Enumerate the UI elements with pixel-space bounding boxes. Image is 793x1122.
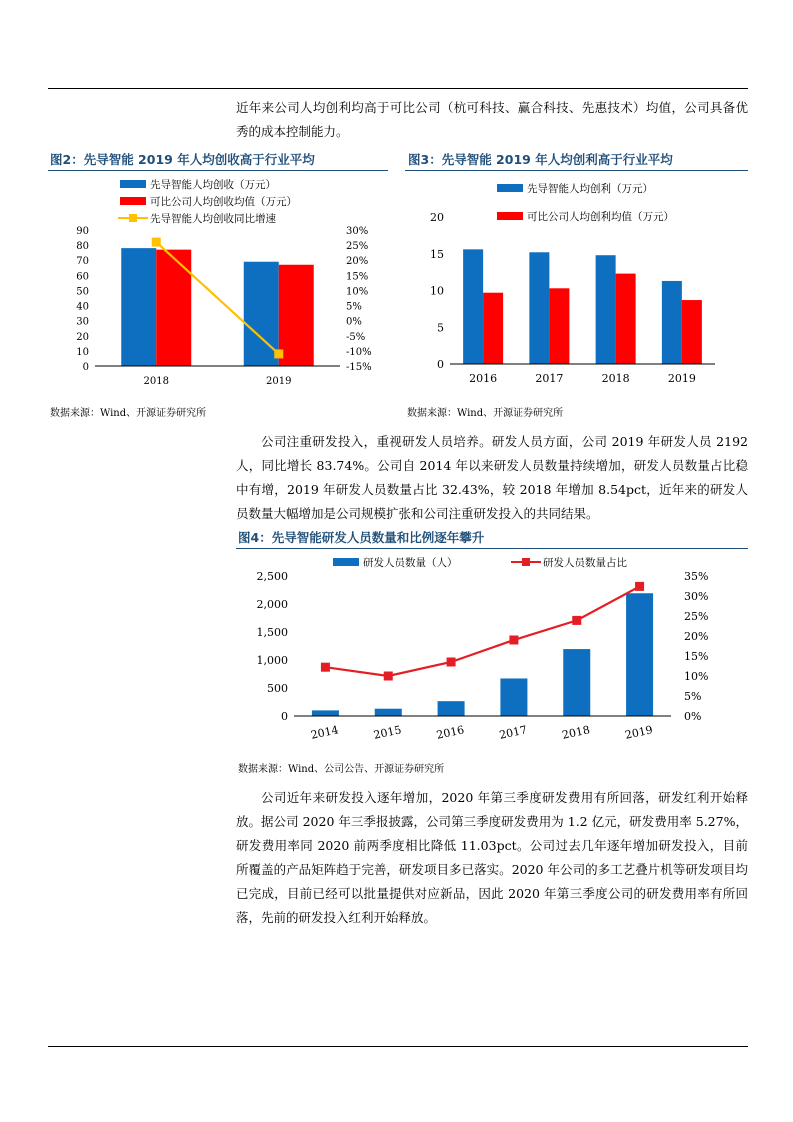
y-tick-label: 2,500 bbox=[256, 570, 288, 583]
legend-label-2: 先导智能人均创收同比增速 bbox=[150, 213, 276, 225]
legend-label-0: 研发人员数量（人） bbox=[363, 557, 458, 569]
x-tick-label: 2018 bbox=[601, 372, 630, 385]
y2-tick-label: 5% bbox=[684, 690, 702, 703]
bar-2019-0 bbox=[626, 593, 653, 716]
y2-tick-label: -10% bbox=[346, 346, 372, 358]
y2-tick-label: 20% bbox=[346, 256, 369, 268]
y-tick-label: 0 bbox=[281, 710, 288, 723]
x-tick-label: 2019 bbox=[266, 376, 292, 387]
y2-tick-label: 0% bbox=[346, 316, 362, 328]
y2-tick-label: 0% bbox=[684, 710, 702, 723]
y-tick-label: 15 bbox=[430, 247, 444, 261]
x-tick-label: 2018 bbox=[143, 376, 169, 387]
line-marker-2017 bbox=[509, 636, 518, 645]
y2-tick-label: 15% bbox=[346, 271, 369, 283]
y-tick-label: 70 bbox=[76, 256, 89, 268]
y2-tick-label: 10% bbox=[346, 286, 369, 298]
series-line-0 bbox=[325, 586, 639, 676]
legend-swatch-1 bbox=[120, 197, 146, 205]
y2-tick-label: 35% bbox=[684, 570, 709, 583]
paragraph-rd-expense: 公司近年来研发投入逐年增加，2020 年第三季度研发费用有所回落，研发红利开始释放。据公司 2020 年三季报披露，公司第三季度研发费用为 1.2 亿元，研发费用率 5.27%，研发费用率同 2020 前两季度相比降低 11.03pct。公司过去几年逐年增加研发投入，目前所覆盖的产品矩阵趋于完善，研发项目多已落实。2020 年公司的多工艺叠片机等研发项目均已完成，目前已经可以批量提供对应新品，因此 2020 年第三季度公司的研发费用率有所回落，先前的研发投入红利开始释放。 bbox=[236, 790, 748, 925]
y2-tick-label: 25% bbox=[346, 241, 369, 253]
x-tick-label: 2016 bbox=[435, 723, 466, 742]
paragraph-rd-staff: 公司注重研发投入，重视研发人员培养。研发人员方面，公司 2019 年研发人员 2192 人，同比增长 83.74%。公司自 2014 年以来研发人员数量持续增加，研发人员数量占比稳中有增，2019 年研发人员数量占比 32.43%，较 2018 年增加 8.54pct，近年来的研发人员数量大幅增加是公司规模扩张和公司注重研发投入的共同结果。 bbox=[236, 434, 748, 521]
figure-4-title-rule bbox=[236, 548, 748, 549]
figure-3-chart bbox=[405, 172, 748, 397]
y-tick-label: 20 bbox=[430, 211, 444, 224]
figure-3-title-rule bbox=[405, 170, 748, 171]
y-tick-label: 60 bbox=[76, 271, 89, 283]
figure-2-title: 图2：先导智能 2019 年人均创收高于行业平均 bbox=[50, 152, 315, 167]
bar-2018-0 bbox=[596, 255, 616, 364]
x-tick-label: 2017 bbox=[498, 723, 529, 742]
y-tick-label: 20 bbox=[76, 331, 89, 343]
x-tick-label: 2014 bbox=[309, 723, 340, 742]
figure-2-title-rule bbox=[48, 170, 388, 171]
bar-2019-1 bbox=[279, 265, 314, 366]
y-tick-label: 1,000 bbox=[256, 654, 288, 667]
y2-tick-label: 15% bbox=[684, 650, 709, 663]
legend-swatch-1 bbox=[497, 212, 523, 220]
y2-tick-label: 30% bbox=[684, 590, 709, 603]
y2-tick-label: -5% bbox=[346, 331, 366, 343]
legend-label-1: 研发人员数量占比 bbox=[543, 557, 627, 569]
y2-tick-label: -15% bbox=[346, 362, 372, 373]
bar-2018-1 bbox=[616, 274, 636, 364]
x-tick-label: 2018 bbox=[560, 723, 592, 742]
x-tick-label: 2019 bbox=[623, 723, 654, 742]
bar-2014-0 bbox=[312, 710, 339, 716]
y-tick-label: 500 bbox=[267, 682, 288, 695]
line-marker-2018 bbox=[152, 238, 161, 247]
figure-3-source: 数据来源：Wind、开源证券研究所 bbox=[407, 408, 564, 419]
y-tick-label: 0 bbox=[82, 362, 89, 373]
bar-2018-0 bbox=[121, 248, 156, 366]
legend-label-0: 先导智能人均创利（万元） bbox=[527, 183, 653, 195]
x-tick-label: 2015 bbox=[372, 723, 403, 742]
x-tick-label: 2016 bbox=[469, 372, 498, 385]
line-marker-2019 bbox=[635, 582, 644, 591]
y2-tick-label: 30% bbox=[346, 226, 369, 237]
footer-rule bbox=[48, 1046, 748, 1047]
figure-4-chart bbox=[236, 550, 748, 750]
bar-2018-1 bbox=[156, 250, 191, 366]
y-tick-label: 50 bbox=[76, 286, 89, 298]
y-tick-label: 10 bbox=[430, 284, 444, 298]
y-tick-label: 40 bbox=[76, 301, 89, 313]
y-tick-label: 5 bbox=[437, 321, 444, 335]
y-tick-label: 30 bbox=[76, 316, 89, 328]
line-marker-2015 bbox=[384, 672, 393, 681]
x-tick-label: 2019 bbox=[667, 372, 696, 385]
figure-4-source: 数据来源：Wind、公司公告、开源证券研究所 bbox=[238, 764, 445, 775]
line-marker-2018 bbox=[572, 616, 581, 625]
bar-2016-1 bbox=[483, 293, 503, 364]
figure-2-chart bbox=[48, 172, 388, 397]
legend-swatch-0 bbox=[120, 180, 146, 188]
x-tick-label: 2017 bbox=[535, 372, 564, 385]
legend-label-0: 先导智能人均创收（万元） bbox=[150, 179, 276, 191]
y2-tick-label: 25% bbox=[684, 610, 709, 623]
legend-swatch-0 bbox=[333, 558, 359, 566]
bar-2016-0 bbox=[438, 701, 465, 716]
bar-2017-0 bbox=[500, 678, 527, 716]
y-tick-label: 0 bbox=[437, 358, 444, 371]
legend-swatch-0 bbox=[497, 184, 523, 192]
bar-2017-1 bbox=[549, 288, 569, 364]
bar-2018-0 bbox=[563, 649, 590, 716]
line-marker-2014 bbox=[321, 663, 330, 672]
bar-2016-0 bbox=[463, 249, 483, 364]
bar-2019-0 bbox=[662, 281, 682, 364]
header-rule bbox=[48, 88, 748, 89]
y-tick-label: 10 bbox=[76, 346, 89, 358]
figure-4-title: 图4：先导智能研发人员数量和比例逐年攀升 bbox=[238, 530, 485, 545]
legend-label-1: 可比公司人均创利均值（万元） bbox=[527, 211, 674, 223]
paragraph-profit: 近年来公司人均创利均高于可比公司（杭可科技、赢合科技、先惠技术）均值，公司具备优秀的成本控制能力。 bbox=[236, 100, 748, 139]
bar-2015-0 bbox=[375, 709, 402, 716]
figure-2-source: 数据来源：Wind、开源证券研究所 bbox=[50, 408, 207, 419]
legend-label-1: 可比公司人均创收均值（万元） bbox=[150, 196, 297, 208]
legend-marker-2 bbox=[129, 214, 137, 222]
y2-tick-label: 20% bbox=[684, 630, 709, 643]
line-marker-2016 bbox=[447, 658, 456, 667]
legend-marker-1 bbox=[522, 558, 530, 566]
y-tick-label: 1,500 bbox=[256, 626, 288, 639]
y-tick-label: 90 bbox=[76, 226, 89, 237]
y2-tick-label: 5% bbox=[346, 301, 362, 313]
bar-2017-0 bbox=[529, 252, 549, 364]
figure-3-title: 图3：先导智能 2019 年人均创利高于行业平均 bbox=[408, 152, 673, 167]
bar-2019-1 bbox=[682, 300, 702, 364]
line-marker-2019 bbox=[274, 349, 283, 358]
y-tick-label: 2,000 bbox=[256, 598, 288, 611]
y-tick-label: 80 bbox=[76, 241, 89, 253]
y2-tick-label: 10% bbox=[684, 670, 709, 683]
